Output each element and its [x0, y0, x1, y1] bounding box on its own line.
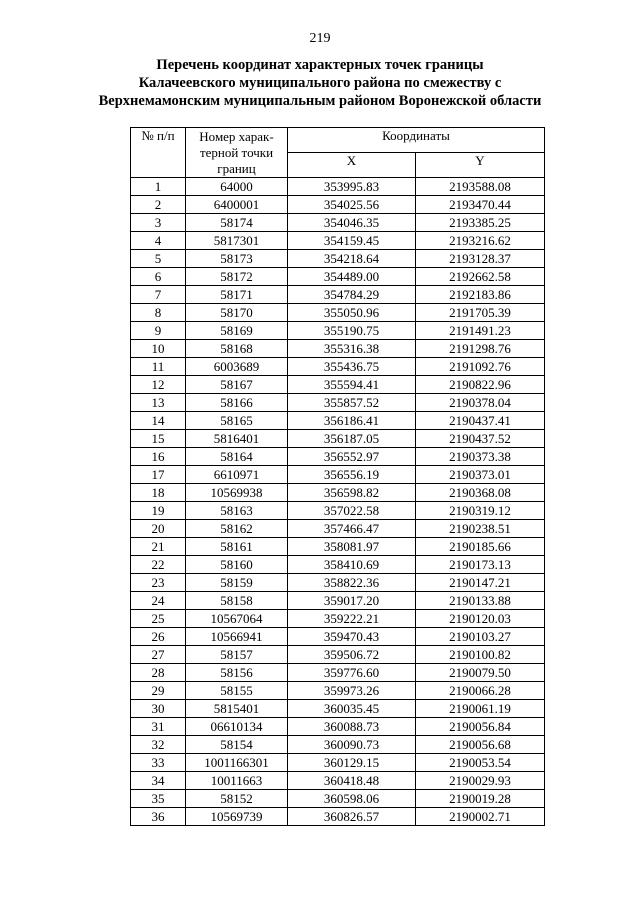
cell-point-number: 58173 — [186, 250, 288, 268]
cell-y: 2190173.13 — [416, 556, 545, 574]
cell-point-number: 58156 — [186, 664, 288, 682]
table-row — [131, 466, 545, 484]
cell-x: 355857.52 — [288, 394, 416, 412]
cell-point-number: 58167 — [186, 376, 288, 394]
coordinates-table — [130, 127, 545, 826]
cell-point-number: 6003689 — [186, 358, 288, 376]
cell-row-number: 25 — [131, 610, 186, 628]
cell-row-number: 32 — [131, 736, 186, 754]
cell-row-number: 28 — [131, 664, 186, 682]
document-title — [60, 56, 580, 110]
cell-point-number: 58168 — [186, 340, 288, 358]
cell-x: 354046.35 — [288, 214, 416, 232]
cell-row-number: 9 — [131, 322, 186, 340]
cell-row-number: 20 — [131, 520, 186, 538]
cell-y: 2190238.51 — [416, 520, 545, 538]
cell-row-number: 22 — [131, 556, 186, 574]
cell-point-number: 10569739 — [186, 808, 288, 826]
cell-row-number: 17 — [131, 466, 186, 484]
cell-row-number: 30 — [131, 700, 186, 718]
cell-y: 2193385.25 — [416, 214, 545, 232]
cell-x: 359222.21 — [288, 610, 416, 628]
cell-y: 2191705.39 — [416, 304, 545, 322]
cell-x: 354025.56 — [288, 196, 416, 214]
cell-point-number: 5816401 — [186, 430, 288, 448]
cell-x: 359776.60 — [288, 664, 416, 682]
cell-y: 2190378.04 — [416, 394, 545, 412]
cell-y: 2190019.28 — [416, 790, 545, 808]
cell-point-number: 58171 — [186, 286, 288, 304]
table-row — [131, 556, 545, 574]
cell-x: 360598.06 — [288, 790, 416, 808]
cell-row-number: 34 — [131, 772, 186, 790]
cell-x: 355190.75 — [288, 322, 416, 340]
cell-row-number: 8 — [131, 304, 186, 322]
cell-y: 2190368.08 — [416, 484, 545, 502]
cell-x: 357466.47 — [288, 520, 416, 538]
cell-y: 2190437.41 — [416, 412, 545, 430]
cell-row-number: 27 — [131, 646, 186, 664]
cell-row-number: 18 — [131, 484, 186, 502]
cell-row-number: 7 — [131, 286, 186, 304]
title-line-1: Перечень координат характерных точек границы — [156, 57, 484, 73]
cell-y: 2190056.84 — [416, 718, 545, 736]
cell-point-number: 58160 — [186, 556, 288, 574]
cell-y: 2190002.71 — [416, 808, 545, 826]
cell-x: 354489.00 — [288, 268, 416, 286]
cell-x: 356187.05 — [288, 430, 416, 448]
cell-point-number: 58152 — [186, 790, 288, 808]
cell-row-number: 3 — [131, 214, 186, 232]
table-row — [131, 718, 545, 736]
cell-x: 360418.48 — [288, 772, 416, 790]
header-coordinates: Координаты — [288, 128, 545, 153]
table-row — [131, 286, 545, 304]
table-row — [131, 664, 545, 682]
table-row — [131, 772, 545, 790]
cell-row-number: 4 — [131, 232, 186, 250]
cell-x: 359973.26 — [288, 682, 416, 700]
table-row — [131, 250, 545, 268]
cell-x: 360826.57 — [288, 808, 416, 826]
table-row — [131, 214, 545, 232]
cell-y: 2190120.03 — [416, 610, 545, 628]
table-row — [131, 304, 545, 322]
cell-x: 355050.96 — [288, 304, 416, 322]
header-row-number: № п/п — [131, 128, 186, 178]
cell-y: 2190053.54 — [416, 754, 545, 772]
table-row — [131, 322, 545, 340]
table-row — [131, 790, 545, 808]
cell-y: 2190056.68 — [416, 736, 545, 754]
cell-y: 2193588.08 — [416, 178, 545, 196]
cell-point-number: 58157 — [186, 646, 288, 664]
table-row — [131, 430, 545, 448]
cell-y: 2190319.12 — [416, 502, 545, 520]
cell-row-number: 36 — [131, 808, 186, 826]
cell-row-number: 5 — [131, 250, 186, 268]
cell-row-number: 26 — [131, 628, 186, 646]
cell-point-number: 58164 — [186, 448, 288, 466]
cell-y: 2190437.52 — [416, 430, 545, 448]
cell-y: 2190185.66 — [416, 538, 545, 556]
cell-row-number: 16 — [131, 448, 186, 466]
header-point-number: Номер харак-терной точки границ — [186, 128, 288, 178]
cell-point-number: 6400001 — [186, 196, 288, 214]
header-y: Y — [416, 153, 545, 178]
cell-point-number: 10569938 — [186, 484, 288, 502]
cell-row-number: 12 — [131, 376, 186, 394]
table-row — [131, 610, 545, 628]
cell-point-number: 58172 — [186, 268, 288, 286]
table-row — [131, 484, 545, 502]
header-x: X — [288, 153, 416, 178]
cell-y: 2191491.23 — [416, 322, 545, 340]
table-row — [131, 808, 545, 826]
cell-point-number: 58159 — [186, 574, 288, 592]
cell-x: 357022.58 — [288, 502, 416, 520]
cell-y: 2190373.38 — [416, 448, 545, 466]
cell-x: 356552.97 — [288, 448, 416, 466]
cell-x: 354784.29 — [288, 286, 416, 304]
cell-row-number: 31 — [131, 718, 186, 736]
cell-x: 355316.38 — [288, 340, 416, 358]
table-row — [131, 268, 545, 286]
table-row — [131, 358, 545, 376]
cell-point-number: 06610134 — [186, 718, 288, 736]
cell-row-number: 11 — [131, 358, 186, 376]
cell-row-number: 19 — [131, 502, 186, 520]
table-row — [131, 448, 545, 466]
cell-point-number: 10566941 — [186, 628, 288, 646]
table-row — [131, 232, 545, 250]
cell-x: 354218.64 — [288, 250, 416, 268]
table-row — [131, 502, 545, 520]
cell-y: 2190373.01 — [416, 466, 545, 484]
cell-y: 2190079.50 — [416, 664, 545, 682]
cell-y: 2193470.44 — [416, 196, 545, 214]
table-row — [131, 754, 545, 772]
cell-row-number: 1 — [131, 178, 186, 196]
table-row — [131, 646, 545, 664]
cell-x: 356556.19 — [288, 466, 416, 484]
cell-point-number: 5815401 — [186, 700, 288, 718]
cell-row-number: 23 — [131, 574, 186, 592]
cell-point-number: 58166 — [186, 394, 288, 412]
table-row — [131, 538, 545, 556]
cell-y: 2191092.76 — [416, 358, 545, 376]
table-row — [131, 628, 545, 646]
cell-y: 2193128.37 — [416, 250, 545, 268]
cell-x: 359470.43 — [288, 628, 416, 646]
table-row — [131, 700, 545, 718]
cell-y: 2191298.76 — [416, 340, 545, 358]
cell-point-number: 58169 — [186, 322, 288, 340]
cell-x: 358081.97 — [288, 538, 416, 556]
cell-x: 355436.75 — [288, 358, 416, 376]
cell-point-number: 58154 — [186, 736, 288, 754]
table-row — [131, 682, 545, 700]
table-row — [131, 412, 545, 430]
cell-point-number: 10011663 — [186, 772, 288, 790]
table-row — [131, 736, 545, 754]
cell-x: 360088.73 — [288, 718, 416, 736]
cell-point-number: 10567064 — [186, 610, 288, 628]
cell-x: 359017.20 — [288, 592, 416, 610]
cell-point-number: 5817301 — [186, 232, 288, 250]
cell-x: 355594.41 — [288, 376, 416, 394]
cell-y: 2190147.21 — [416, 574, 545, 592]
cell-point-number: 58162 — [186, 520, 288, 538]
table-row — [131, 574, 545, 592]
title-line-2: Калачеевского муниципального района по смежеству с — [138, 75, 502, 91]
cell-point-number: 1001166301 — [186, 754, 288, 772]
cell-row-number: 13 — [131, 394, 186, 412]
cell-point-number: 58158 — [186, 592, 288, 610]
cell-x: 358410.69 — [288, 556, 416, 574]
cell-y: 2192183.86 — [416, 286, 545, 304]
cell-point-number: 58165 — [186, 412, 288, 430]
cell-y: 2192662.58 — [416, 268, 545, 286]
table-body — [131, 178, 545, 826]
cell-y: 2190061.19 — [416, 700, 545, 718]
cell-row-number: 14 — [131, 412, 186, 430]
cell-row-number: 24 — [131, 592, 186, 610]
cell-point-number: 58163 — [186, 502, 288, 520]
cell-row-number: 33 — [131, 754, 186, 772]
cell-x: 360129.15 — [288, 754, 416, 772]
cell-point-number: 58174 — [186, 214, 288, 232]
cell-x: 358822.36 — [288, 574, 416, 592]
cell-x: 360035.45 — [288, 700, 416, 718]
table-header — [131, 128, 545, 178]
cell-row-number: 21 — [131, 538, 186, 556]
cell-row-number: 10 — [131, 340, 186, 358]
table-row — [131, 520, 545, 538]
cell-row-number: 2 — [131, 196, 186, 214]
cell-x: 354159.45 — [288, 232, 416, 250]
table-row — [131, 340, 545, 358]
cell-x: 360090.73 — [288, 736, 416, 754]
table-row — [131, 394, 545, 412]
cell-y: 2190103.27 — [416, 628, 545, 646]
cell-y: 2190133.88 — [416, 592, 545, 610]
cell-point-number: 6610971 — [186, 466, 288, 484]
cell-x: 359506.72 — [288, 646, 416, 664]
cell-row-number: 6 — [131, 268, 186, 286]
cell-y: 2190100.82 — [416, 646, 545, 664]
page-number: 219 — [309, 31, 331, 46]
cell-x: 356186.41 — [288, 412, 416, 430]
cell-point-number: 58155 — [186, 682, 288, 700]
cell-y: 2190029.93 — [416, 772, 545, 790]
cell-y: 2190822.96 — [416, 376, 545, 394]
cell-point-number: 58170 — [186, 304, 288, 322]
cell-point-number: 58161 — [186, 538, 288, 556]
cell-y: 2193216.62 — [416, 232, 545, 250]
table-row — [131, 376, 545, 394]
title-line-3: Верхнемамонским муниципальным районом Воронежской области — [98, 93, 542, 109]
cell-row-number: 35 — [131, 790, 186, 808]
cell-y: 2190066.28 — [416, 682, 545, 700]
table-row — [131, 592, 545, 610]
cell-row-number: 15 — [131, 430, 186, 448]
cell-point-number: 64000 — [186, 178, 288, 196]
cell-x: 356598.82 — [288, 484, 416, 502]
table-row — [131, 196, 545, 214]
table-row — [131, 178, 545, 196]
cell-row-number: 29 — [131, 682, 186, 700]
cell-x: 353995.83 — [288, 178, 416, 196]
